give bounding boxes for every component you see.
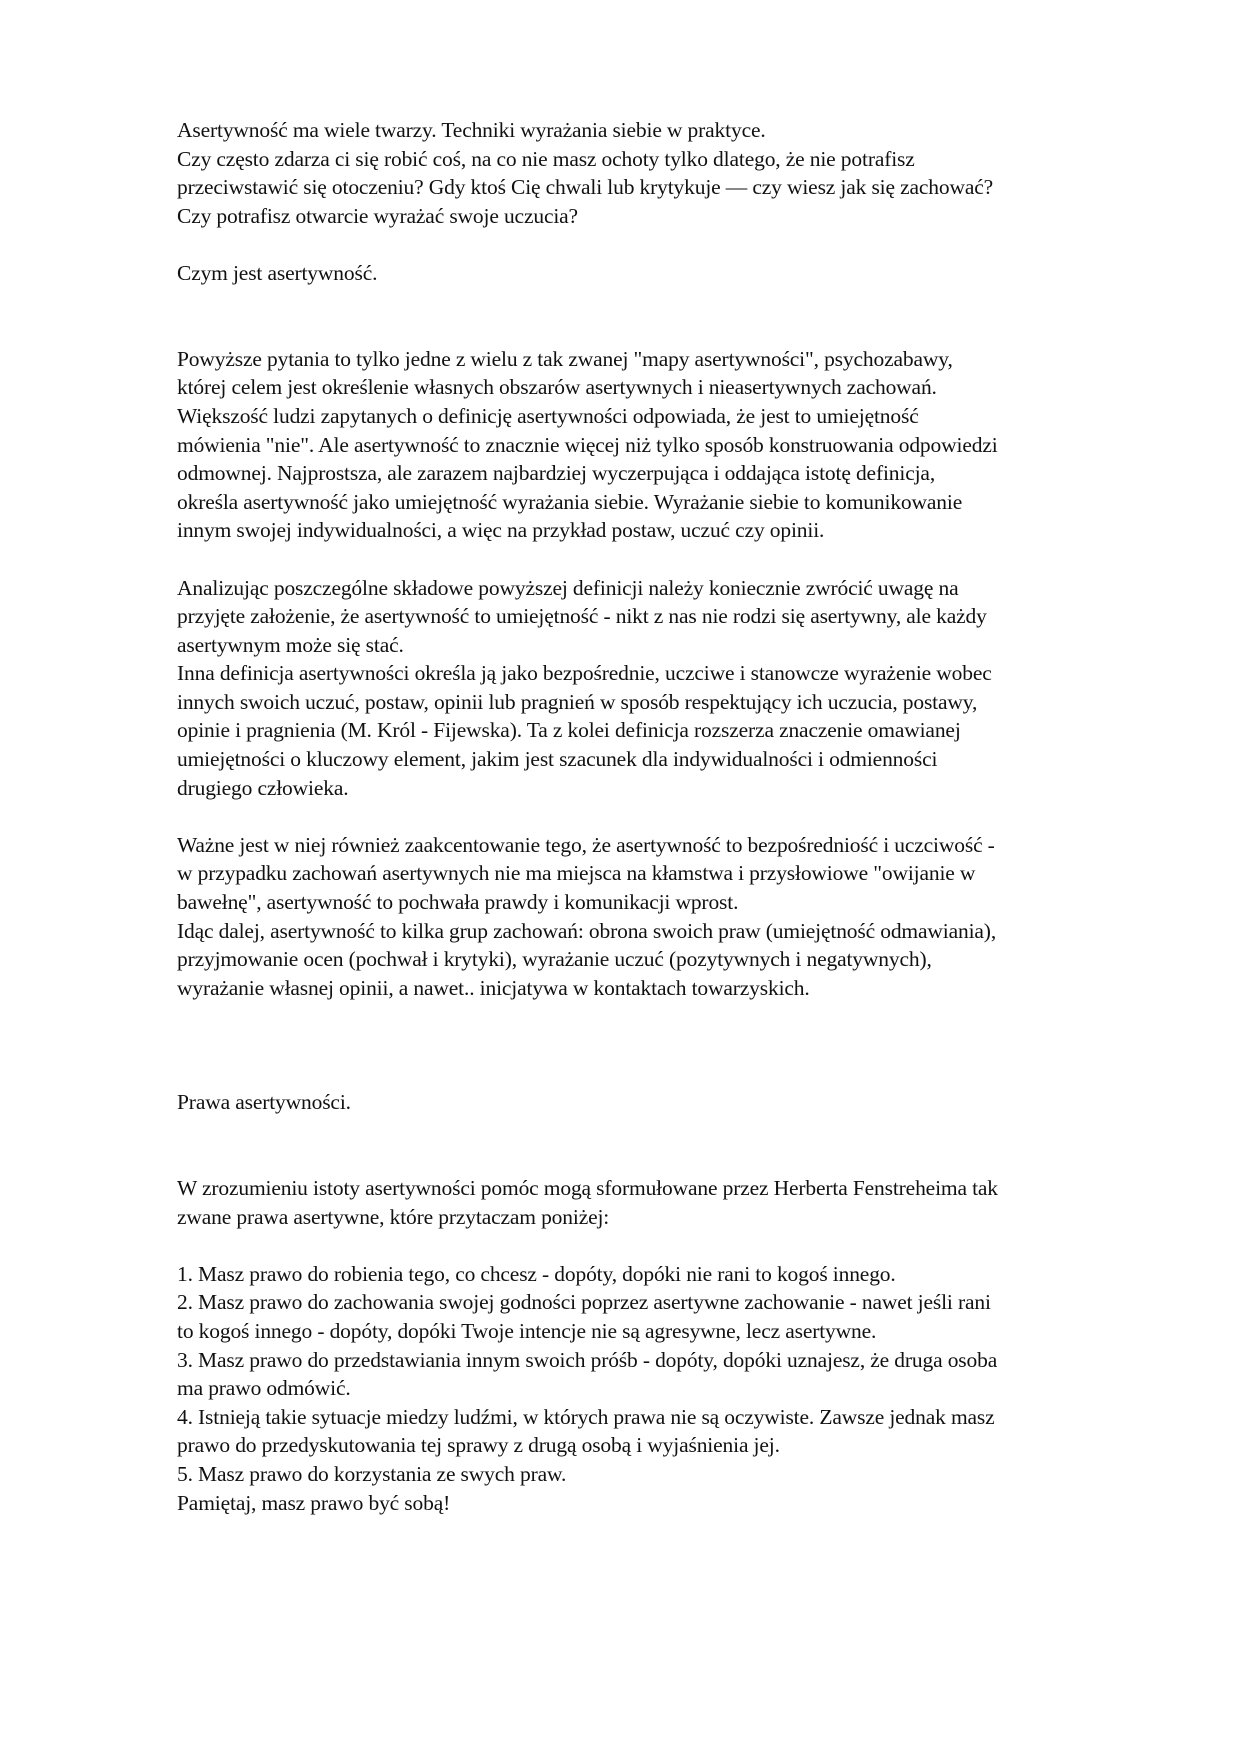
paragraph-line: zwane prawa asertywne, które przytaczam poniżej:: [177, 1204, 610, 1229]
paragraph-line: wyrażanie własnej opinii, a nawet.. inicjatywa w kontaktach towarzyskich.: [177, 975, 810, 1000]
paragraph-line: innym swojej indywidualności, a więc na przykład postaw, uczuć czy opinii.: [177, 518, 825, 543]
paragraph-line: przyjmowanie ocen (pochwał i krytyki), wyrażanie uczuć (pozytywnych i negatywnych),: [177, 947, 932, 972]
spacer: [177, 802, 1157, 831]
paragraph-line: asertywnym może się stać.: [177, 632, 404, 657]
closing-line: Pamiętaj, masz prawo być sobą!: [177, 1490, 451, 1515]
rights-list-item: 4. Istnieją takie sytuacje miedzy ludźmi, w których prawa nie są oczywiste. Zawsze jednak masz: [177, 1404, 995, 1429]
paragraph-line: odmownej. Najprostsza, ale zarazem najbardziej wyczerpująca i oddająca istotę definicja,: [177, 461, 936, 486]
intro-block: [177, 116, 1157, 230]
paragraph-line: Inna definicja asertywności określa ją jako bezpośrednie, uczciwe i stanowcze wyrażenie wobec: [177, 661, 992, 686]
paragraph-line: W zrozumieniu istoty asertywności pomóc mogą sformułowane przez Herberta Fenstreheima tak: [177, 1175, 998, 1200]
rights-list-item: to kogoś innego - dopóty, dopóki Twoje intencje nie są agresywne, lecz asertywne.: [177, 1318, 877, 1343]
spacer: [177, 288, 1157, 345]
paragraph-line: Analizując poszczególne składowe powyższej definicji należy koniecznie zwrócić uwagę na: [177, 575, 959, 600]
paragraph-line: Większość ludzi zapytanych o definicję asertywności odpowiada, że jest to umiejętność: [177, 403, 919, 428]
rights-list-item: 1. Masz prawo do robienia tego, co chcesz - dopóty, dopóki nie rani to kogoś innego.: [177, 1261, 896, 1286]
spacer: [177, 545, 1157, 574]
paragraph-honesty: [177, 831, 1157, 1003]
paragraph-line: przyjęte założenie, że asertywność to umiejętność - nikt z nas nie rodzi się asertywny, ale każdy: [177, 604, 987, 629]
intro-line: przeciwstawić się otoczeniu? Gdy ktoś Cię chwali lub krytykuje — czy wiesz jak się zachować?: [177, 175, 994, 200]
paragraph-line: Ważne jest w niej również zaakcentowanie tego, że asertywność to bezpośredniość i uczciwość -: [177, 832, 995, 857]
paragraph-line: Powyższe pytania to tylko jedne z wielu z tak zwanej "mapy asertywności", psychozabawy,: [177, 346, 953, 371]
rights-list-item: 3. Masz prawo do przedstawiania innym swoich próśb - dopóty, dopóki uznajesz, że druga osoba: [177, 1347, 998, 1372]
rights-list-item: ma prawo odmówić.: [177, 1376, 351, 1401]
rights-list: [177, 1260, 1157, 1517]
spacer: [177, 1117, 1157, 1174]
paragraph-line: określa asertywność jako umiejętność wyrażania siebie. Wyrażanie siebie to komunikowanie: [177, 489, 963, 514]
rights-list-item: 5. Masz prawo do korzystania ze swych praw.: [177, 1461, 567, 1486]
spacer: [177, 230, 1157, 259]
paragraph-definition: [177, 345, 1157, 545]
intro-line: Czy potrafisz otwarcie wyrażać swoje uczucia?: [177, 203, 578, 228]
rights-list-item: 2. Masz prawo do zachowania swojej godności poprzez asertywne zachowanie - nawet jeśli rani: [177, 1290, 991, 1315]
paragraph-rights-intro: [177, 1174, 1157, 1231]
paragraph-line: w przypadku zachowań asertywnych nie ma miejsca na kłamstwa i przysłowiowe "owijanie w: [177, 861, 976, 886]
rights-list-item: prawo do przedyskutowania tej sprawy z drugą osobą i wyjaśnienia jej.: [177, 1433, 780, 1458]
document-body: [177, 116, 1157, 1517]
paragraph-line: Idąc dalej, asertywność to kilka grup zachowań: obrona swoich praw (umiejętność odmawiania),: [177, 918, 997, 943]
section-heading-rights: Prawa asertywności.: [177, 1090, 351, 1115]
spacer: [177, 1002, 1157, 1088]
paragraph-line: innych swoich uczuć, postaw, opinii lub pragnień w sposób respektujący ich uczucia, postawy,: [177, 689, 978, 714]
paragraph-line: mówienia "nie". Ale asertywność to znacznie więcej niż tylko sposób konstruowania odpowiedzi: [177, 432, 998, 457]
paragraph-line: bawełnę", asertywność to pochwała prawdy i komunikacji wprost.: [177, 890, 739, 915]
intro-line: Czy często zdarza ci się robić coś, na co nie masz ochoty tylko dlatego, że nie potrafisz: [177, 146, 915, 171]
paragraph-line: drugiego człowieka.: [177, 775, 349, 800]
section-heading-definition: Czym jest asertywność.: [177, 260, 378, 285]
paragraph-line: opinie i pragnienia (M. Król - Fijewska). Ta z kolei definicja rozszerza znaczenie omawianej: [177, 718, 961, 743]
paragraph-line: której celem jest określenie własnych obszarów asertywnych i nieasertywnych zachowań.: [177, 375, 937, 400]
paragraph-line: umiejętności o kluczowy element, jakim jest szacunek dla indywidualności i odmienności: [177, 747, 938, 772]
paragraph-analysis: [177, 574, 1157, 803]
document-title: Asertywność ma wiele twarzy. Techniki wyrażania siebie w praktyce.: [177, 118, 766, 142]
spacer: [177, 1231, 1157, 1260]
